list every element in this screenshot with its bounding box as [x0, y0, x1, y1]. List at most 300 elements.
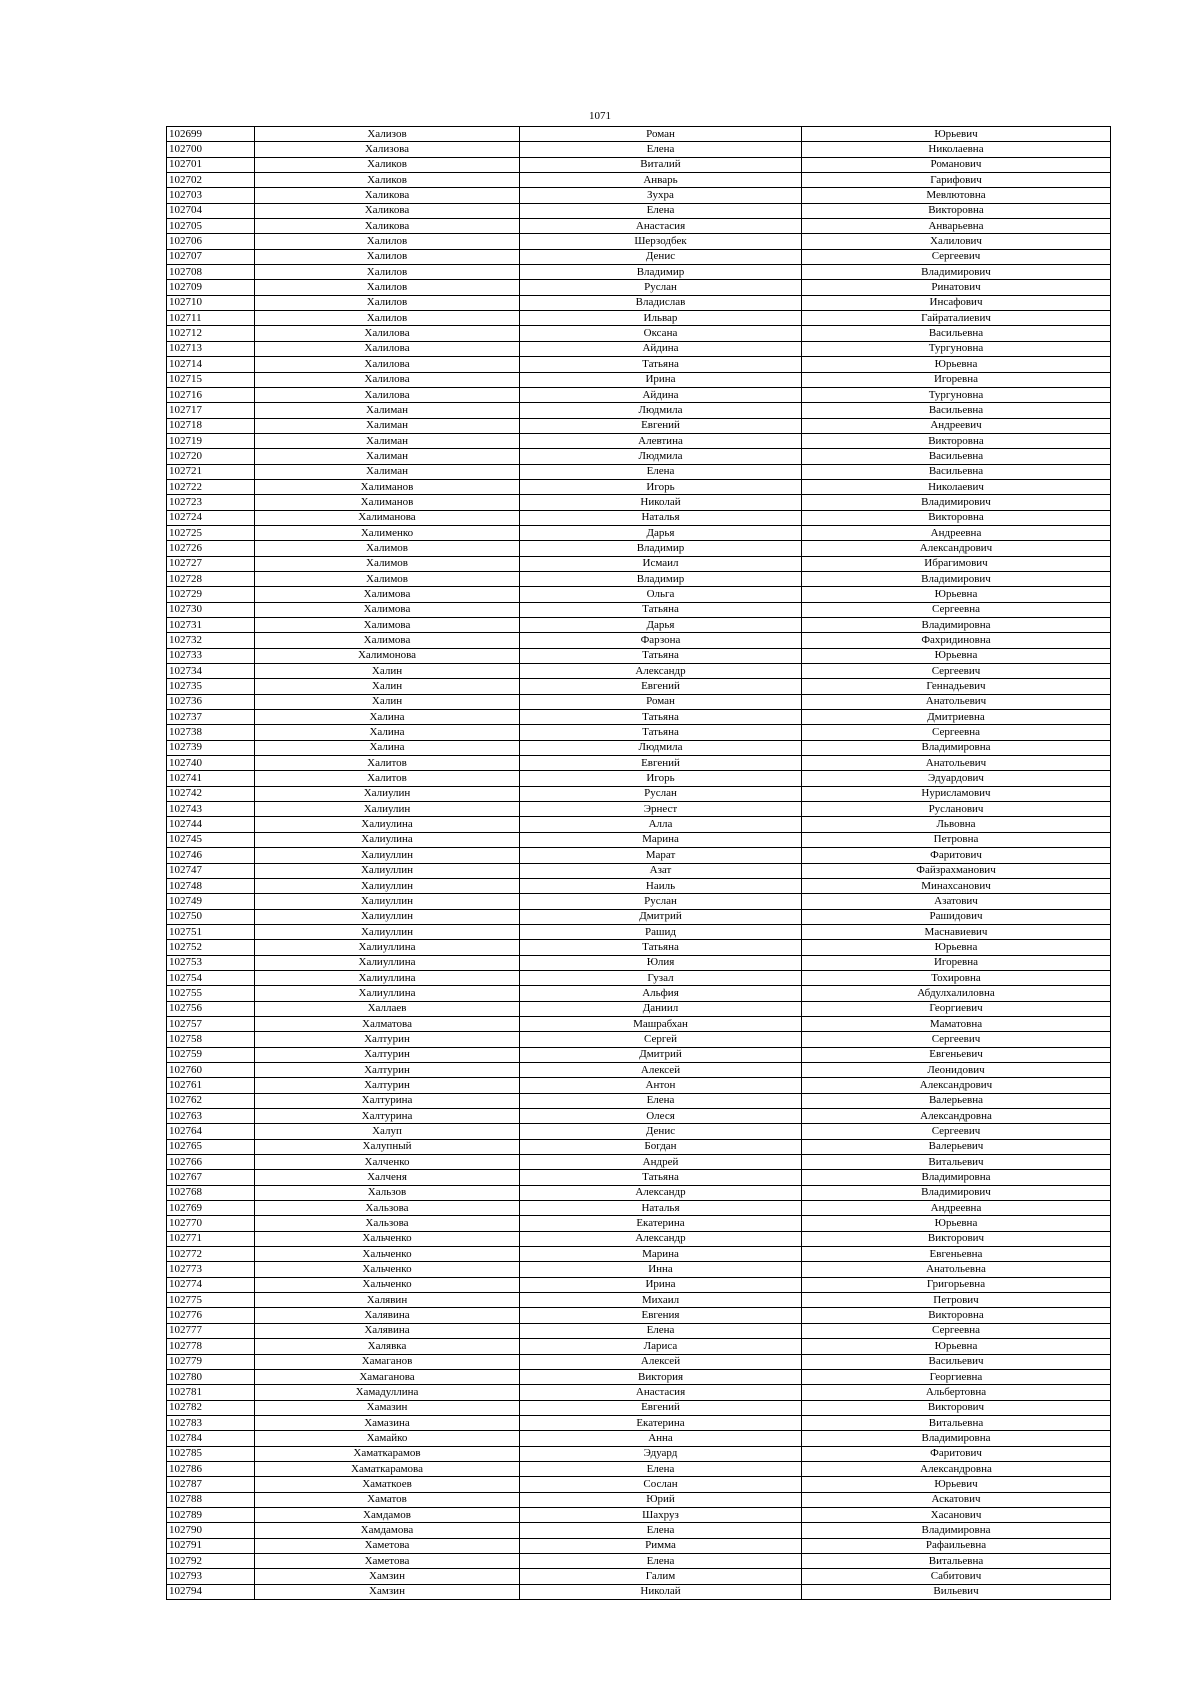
patronymic-cell: Игоревна [802, 372, 1111, 387]
table-row [167, 1109, 1111, 1124]
first-name-cell: Ирина [520, 1277, 802, 1292]
first-name-cell: Азат [520, 863, 802, 878]
table-row [167, 433, 1111, 448]
table-row [167, 1431, 1111, 1446]
last-name-cell: Халиуллина [255, 955, 520, 970]
first-name-cell: Анварь [520, 173, 802, 188]
patronymic-cell: Юрьевич [802, 1477, 1111, 1492]
last-name-cell: Халилова [255, 387, 520, 402]
last-name-cell: Хаматкоев [255, 1477, 520, 1492]
table-row [167, 1277, 1111, 1292]
first-name-cell: Елена [520, 142, 802, 157]
registry-number-cell: 102743 [167, 802, 255, 817]
last-name-cell: Халиулина [255, 817, 520, 832]
registry-number-cell: 102785 [167, 1446, 255, 1461]
patronymic-cell: Евгеньевич [802, 1047, 1111, 1062]
first-name-cell: Татьяна [520, 648, 802, 663]
first-name-cell: Дарья [520, 525, 802, 540]
last-name-cell: Хальченко [255, 1247, 520, 1262]
registry-number-cell: 102717 [167, 403, 255, 418]
registry-number-cell: 102757 [167, 1016, 255, 1031]
table-row [167, 955, 1111, 970]
registry-number-cell: 102756 [167, 1001, 255, 1016]
table-row [167, 188, 1111, 203]
first-name-cell: Денис [520, 1124, 802, 1139]
table-row [167, 418, 1111, 433]
first-name-cell: Сергей [520, 1032, 802, 1047]
registry-number-cell: 102709 [167, 280, 255, 295]
last-name-cell: Халитов [255, 771, 520, 786]
first-name-cell: Николай [520, 495, 802, 510]
first-name-cell: Евгений [520, 418, 802, 433]
registry-number-cell: 102728 [167, 571, 255, 586]
registry-number-cell: 102702 [167, 173, 255, 188]
registry-number-cell: 102713 [167, 341, 255, 356]
registry-number-cell: 102701 [167, 157, 255, 172]
first-name-cell: Антон [520, 1078, 802, 1093]
first-name-cell: Алла [520, 817, 802, 832]
registry-number-cell: 102790 [167, 1523, 255, 1538]
table-row [167, 618, 1111, 633]
first-name-cell: Римма [520, 1538, 802, 1553]
first-name-cell: Руслан [520, 280, 802, 295]
last-name-cell: Хальченко [255, 1277, 520, 1292]
registry-number-cell: 102703 [167, 188, 255, 203]
registry-number-cell: 102720 [167, 449, 255, 464]
registry-number-cell: 102753 [167, 955, 255, 970]
last-name-cell: Хамаганов [255, 1354, 520, 1369]
table-row [167, 633, 1111, 648]
first-name-cell: Наиль [520, 878, 802, 893]
table-row [167, 173, 1111, 188]
patronymic-cell: Дмитриевна [802, 710, 1111, 725]
table-row [167, 1461, 1111, 1476]
table-row [167, 970, 1111, 985]
patronymic-cell: Витальевна [802, 1553, 1111, 1568]
page-number: 1071 [589, 110, 611, 122]
table-row [167, 1323, 1111, 1338]
table-row [167, 280, 1111, 295]
table-row [167, 1584, 1111, 1599]
patronymic-cell: Анварьевна [802, 219, 1111, 234]
table-row [167, 556, 1111, 571]
last-name-cell: Халявина [255, 1323, 520, 1338]
first-name-cell: Юлия [520, 955, 802, 970]
patronymic-cell: Фаритович [802, 1446, 1111, 1461]
patronymic-cell: Владимировна [802, 618, 1111, 633]
first-name-cell: Дмитрий [520, 1047, 802, 1062]
last-name-cell: Халтурина [255, 1109, 520, 1124]
last-name-cell: Халиков [255, 173, 520, 188]
first-name-cell: Исмаил [520, 556, 802, 571]
patronymic-cell: Петровна [802, 832, 1111, 847]
last-name-cell: Хамдамова [255, 1523, 520, 1538]
first-name-cell: Анастасия [520, 1385, 802, 1400]
patronymic-cell: Владимировна [802, 1523, 1111, 1538]
registry-number-cell: 102735 [167, 679, 255, 694]
table-row [167, 878, 1111, 893]
patronymic-cell: Рафаильевна [802, 1538, 1111, 1553]
last-name-cell: Халматова [255, 1016, 520, 1031]
last-name-cell: Хализова [255, 142, 520, 157]
table-row [167, 127, 1111, 142]
patronymic-cell: Геннадьевич [802, 679, 1111, 694]
patronymic-cell: Юрьевна [802, 940, 1111, 955]
last-name-cell: Халиман [255, 464, 520, 479]
last-name-cell: Халилова [255, 341, 520, 356]
last-name-cell: Халиуллин [255, 909, 520, 924]
table-row [167, 1001, 1111, 1016]
last-name-cell: Хальченко [255, 1231, 520, 1246]
last-name-cell: Халина [255, 740, 520, 755]
first-name-cell: Оксана [520, 326, 802, 341]
table-row [167, 571, 1111, 586]
patronymic-cell: Александрович [802, 1078, 1111, 1093]
first-name-cell: Владимир [520, 541, 802, 556]
patronymic-cell: Ринатович [802, 280, 1111, 295]
last-name-cell: Халявка [255, 1339, 520, 1354]
first-name-cell: Татьяна [520, 725, 802, 740]
patronymic-cell: Александровна [802, 1461, 1111, 1476]
first-name-cell: Ольга [520, 587, 802, 602]
table-row [167, 1170, 1111, 1185]
first-name-cell: Екатерина [520, 1415, 802, 1430]
patronymic-cell: Евгеньевна [802, 1247, 1111, 1262]
first-name-cell: Людмила [520, 740, 802, 755]
registry-number-cell: 102761 [167, 1078, 255, 1093]
registry-number-cell: 102706 [167, 234, 255, 249]
patronymic-cell: Анатольевич [802, 756, 1111, 771]
patronymic-cell: Георгиевна [802, 1369, 1111, 1384]
registry-number-cell: 102749 [167, 894, 255, 909]
first-name-cell: Татьяна [520, 602, 802, 617]
patronymic-cell: Абдулхалиловна [802, 986, 1111, 1001]
table-row [167, 357, 1111, 372]
table-row [167, 664, 1111, 679]
patronymic-cell: Львовна [802, 817, 1111, 832]
last-name-cell: Халитов [255, 756, 520, 771]
first-name-cell: Ильвар [520, 311, 802, 326]
first-name-cell: Олеся [520, 1109, 802, 1124]
table-row [167, 1247, 1111, 1262]
patronymic-cell: Александрович [802, 541, 1111, 556]
patronymic-cell: Андреевна [802, 1201, 1111, 1216]
first-name-cell: Шахруз [520, 1507, 802, 1522]
last-name-cell: Хаматов [255, 1492, 520, 1507]
first-name-cell: Елена [520, 1323, 802, 1338]
table-row [167, 219, 1111, 234]
patronymic-cell: Леонидович [802, 1062, 1111, 1077]
last-name-cell: Халиуллина [255, 986, 520, 1001]
last-name-cell: Халимонова [255, 648, 520, 663]
patronymic-cell: Файзрахманович [802, 863, 1111, 878]
patronymic-cell: Сергеевич [802, 664, 1111, 679]
table-row [167, 1523, 1111, 1538]
registry-number-cell: 102784 [167, 1431, 255, 1446]
table-row [167, 1400, 1111, 1415]
registry-number-cell: 102732 [167, 633, 255, 648]
registry-number-cell: 102782 [167, 1400, 255, 1415]
last-name-cell: Хамадуллина [255, 1385, 520, 1400]
registry-number-cell: 102758 [167, 1032, 255, 1047]
table-row [167, 203, 1111, 218]
first-name-cell: Руслан [520, 786, 802, 801]
table-row [167, 1538, 1111, 1553]
patronymic-cell: Андреевна [802, 525, 1111, 540]
registry-number-cell: 102722 [167, 479, 255, 494]
last-name-cell: Халимов [255, 541, 520, 556]
registry-number-cell: 102788 [167, 1492, 255, 1507]
patronymic-cell: Рашидович [802, 909, 1111, 924]
patronymic-cell: Владимировна [802, 1170, 1111, 1185]
registry-number-cell: 102714 [167, 357, 255, 372]
last-name-cell: Халтурин [255, 1078, 520, 1093]
first-name-cell: Наталья [520, 1201, 802, 1216]
table-row [167, 848, 1111, 863]
table-row [167, 1124, 1111, 1139]
last-name-cell: Халилов [255, 234, 520, 249]
table-row [167, 157, 1111, 172]
patronymic-cell: Вильевич [802, 1584, 1111, 1599]
patronymic-cell: Анатольевна [802, 1262, 1111, 1277]
registry-number-cell: 102704 [167, 203, 255, 218]
patronymic-cell: Витальевна [802, 1415, 1111, 1430]
last-name-cell: Халилов [255, 265, 520, 280]
patronymic-cell: Тургуновна [802, 387, 1111, 402]
patronymic-cell: Николаевна [802, 142, 1111, 157]
table-row [167, 510, 1111, 525]
first-name-cell: Наталья [520, 510, 802, 525]
patronymic-cell: Андреевич [802, 418, 1111, 433]
last-name-cell: Халина [255, 725, 520, 740]
registry-number-cell: 102773 [167, 1262, 255, 1277]
table-row [167, 1507, 1111, 1522]
table-row [167, 1354, 1111, 1369]
last-name-cell: Халиманов [255, 495, 520, 510]
table-row [167, 1185, 1111, 1200]
patronymic-cell: Сергеевич [802, 1124, 1111, 1139]
first-name-cell: Владислав [520, 295, 802, 310]
registry-number-cell: 102768 [167, 1185, 255, 1200]
last-name-cell: Хамзин [255, 1569, 520, 1584]
first-name-cell: Татьяна [520, 940, 802, 955]
registry-table-body [167, 127, 1111, 1600]
registry-number-cell: 102719 [167, 433, 255, 448]
registry-number-cell: 102733 [167, 648, 255, 663]
registry-number-cell: 102779 [167, 1354, 255, 1369]
first-name-cell: Людмила [520, 449, 802, 464]
last-name-cell: Халтурин [255, 1062, 520, 1077]
table-row [167, 525, 1111, 540]
registry-number-cell: 102781 [167, 1385, 255, 1400]
registry-number-cell: 102712 [167, 326, 255, 341]
table-row [167, 387, 1111, 402]
patronymic-cell: Сергеевич [802, 249, 1111, 264]
patronymic-cell: Григорьевна [802, 1277, 1111, 1292]
registry-number-cell: 102740 [167, 756, 255, 771]
last-name-cell: Хамзин [255, 1584, 520, 1599]
registry-number-cell: 102754 [167, 970, 255, 985]
last-name-cell: Халиман [255, 418, 520, 433]
last-name-cell: Халиман [255, 433, 520, 448]
table-row [167, 740, 1111, 755]
first-name-cell: Виктория [520, 1369, 802, 1384]
table-row [167, 602, 1111, 617]
registry-number-cell: 102726 [167, 541, 255, 556]
last-name-cell: Халченя [255, 1170, 520, 1185]
last-name-cell: Халченко [255, 1155, 520, 1170]
table-row [167, 679, 1111, 694]
registry-number-cell: 102778 [167, 1339, 255, 1354]
table-row [167, 1262, 1111, 1277]
table-row [167, 403, 1111, 418]
registry-number-cell: 102765 [167, 1139, 255, 1154]
last-name-cell: Хаметова [255, 1553, 520, 1568]
patronymic-cell: Васильевна [802, 464, 1111, 479]
registry-number-cell: 102786 [167, 1461, 255, 1476]
registry-table [166, 126, 1111, 1600]
last-name-cell: Халиманов [255, 479, 520, 494]
patronymic-cell: Владимировна [802, 1431, 1111, 1446]
first-name-cell: Гузал [520, 970, 802, 985]
registry-number-cell: 102772 [167, 1247, 255, 1262]
first-name-cell: Айдина [520, 341, 802, 356]
registry-number-cell: 102791 [167, 1538, 255, 1553]
patronymic-cell: Васильевна [802, 449, 1111, 464]
patronymic-cell: Юрьевна [802, 357, 1111, 372]
first-name-cell: Роман [520, 694, 802, 709]
patronymic-cell: Васильевна [802, 326, 1111, 341]
patronymic-cell: Анатольевич [802, 694, 1111, 709]
last-name-cell: Хамазин [255, 1400, 520, 1415]
last-name-cell: Хальзов [255, 1185, 520, 1200]
registry-number-cell: 102745 [167, 832, 255, 847]
patronymic-cell: Сергеевна [802, 602, 1111, 617]
patronymic-cell: Халилович [802, 234, 1111, 249]
last-name-cell: Халин [255, 679, 520, 694]
patronymic-cell: Васильевна [802, 403, 1111, 418]
patronymic-cell: Инсафович [802, 295, 1111, 310]
last-name-cell: Халиуллин [255, 848, 520, 863]
registry-number-cell: 102741 [167, 771, 255, 786]
last-name-cell: Хальзова [255, 1216, 520, 1231]
last-name-cell: Халикова [255, 203, 520, 218]
registry-number-cell: 102700 [167, 142, 255, 157]
patronymic-cell: Гайраталиевич [802, 311, 1111, 326]
table-row [167, 479, 1111, 494]
registry-number-cell: 102775 [167, 1293, 255, 1308]
registry-number-cell: 102737 [167, 710, 255, 725]
first-name-cell: Елена [520, 1523, 802, 1538]
last-name-cell: Хамдамов [255, 1507, 520, 1522]
last-name-cell: Халилов [255, 295, 520, 310]
patronymic-cell: Георгиевич [802, 1001, 1111, 1016]
registry-number-cell: 102707 [167, 249, 255, 264]
patronymic-cell: Юрьевна [802, 1339, 1111, 1354]
patronymic-cell: Русланович [802, 802, 1111, 817]
patronymic-cell: Викторовна [802, 433, 1111, 448]
patronymic-cell: Викторович [802, 1400, 1111, 1415]
last-name-cell: Хамазина [255, 1415, 520, 1430]
first-name-cell: Николай [520, 1584, 802, 1599]
registry-number-cell: 102731 [167, 618, 255, 633]
first-name-cell: Александр [520, 664, 802, 679]
patronymic-cell: Эдуардович [802, 771, 1111, 786]
first-name-cell: Роман [520, 127, 802, 142]
first-name-cell: Марина [520, 1247, 802, 1262]
last-name-cell: Халиман [255, 403, 520, 418]
table-row [167, 725, 1111, 740]
last-name-cell: Хамаганова [255, 1369, 520, 1384]
table-row [167, 341, 1111, 356]
registry-number-cell: 102734 [167, 664, 255, 679]
patronymic-cell: Владимирович [802, 571, 1111, 586]
table-row [167, 986, 1111, 1001]
first-name-cell: Эрнест [520, 802, 802, 817]
last-name-cell: Халилов [255, 280, 520, 295]
patronymic-cell: Николаевич [802, 479, 1111, 494]
first-name-cell: Алевтина [520, 433, 802, 448]
last-name-cell: Хаматкарамов [255, 1446, 520, 1461]
first-name-cell: Марина [520, 832, 802, 847]
last-name-cell: Хаметова [255, 1538, 520, 1553]
registry-number-cell: 102752 [167, 940, 255, 955]
first-name-cell: Айдина [520, 387, 802, 402]
table-row [167, 1308, 1111, 1323]
first-name-cell: Дарья [520, 618, 802, 633]
registry-number-cell: 102699 [167, 127, 255, 142]
first-name-cell: Зухра [520, 188, 802, 203]
first-name-cell: Богдан [520, 1139, 802, 1154]
table-row [167, 311, 1111, 326]
patronymic-cell: Игоревна [802, 955, 1111, 970]
first-name-cell: Андрей [520, 1155, 802, 1170]
patronymic-cell: Витальевич [802, 1155, 1111, 1170]
first-name-cell: Елена [520, 464, 802, 479]
table-row [167, 1062, 1111, 1077]
patronymic-cell: Владимирович [802, 265, 1111, 280]
table-row [167, 541, 1111, 556]
first-name-cell: Лариса [520, 1339, 802, 1354]
table-row [167, 449, 1111, 464]
first-name-cell: Эдуард [520, 1446, 802, 1461]
patronymic-cell: Нурисламович [802, 786, 1111, 801]
table-row [167, 894, 1111, 909]
last-name-cell: Хамайко [255, 1431, 520, 1446]
last-name-cell: Халина [255, 710, 520, 725]
first-name-cell: Машрабхан [520, 1016, 802, 1031]
table-row [167, 295, 1111, 310]
first-name-cell: Елена [520, 1093, 802, 1108]
table-row [167, 265, 1111, 280]
patronymic-cell: Маматовна [802, 1016, 1111, 1031]
last-name-cell: Халимова [255, 633, 520, 648]
patronymic-cell: Сергеевна [802, 1323, 1111, 1338]
registry-number-cell: 102793 [167, 1569, 255, 1584]
last-name-cell: Халикова [255, 188, 520, 203]
registry-number-cell: 102747 [167, 863, 255, 878]
first-name-cell: Алексей [520, 1062, 802, 1077]
registry-number-cell: 102748 [167, 878, 255, 893]
last-name-cell: Халин [255, 664, 520, 679]
table-row [167, 1216, 1111, 1231]
registry-number-cell: 102738 [167, 725, 255, 740]
last-name-cell: Халиуллин [255, 894, 520, 909]
patronymic-cell: Сергеевна [802, 725, 1111, 740]
registry-number-cell: 102766 [167, 1155, 255, 1170]
table-row [167, 771, 1111, 786]
registry-number-cell: 102725 [167, 525, 255, 540]
